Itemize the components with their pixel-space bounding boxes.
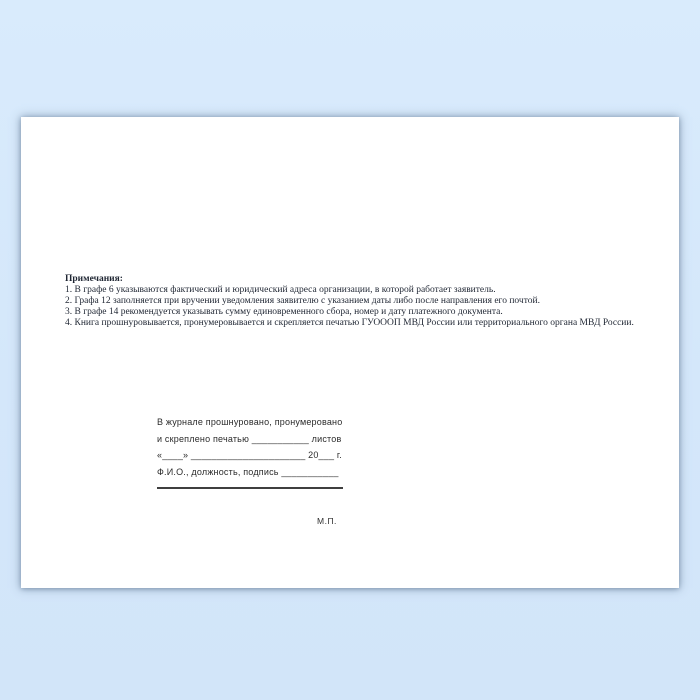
binding-line-1: В журнале прошнуровано, пронумеровано	[157, 417, 343, 427]
notes-section	[65, 274, 665, 329]
document-page	[21, 117, 679, 588]
note-item-4: 4. Книга прошнуровывается, пронумеровывается и скрепляется печатью ГУОООП МВД России или территориального органа МВД России.	[65, 318, 634, 328]
note-item-3: 3. В графе 14 рекомендуется указывать сумму единовременного сбора, номер и дату платежного документа.	[65, 307, 503, 317]
note-item-2: 2. Графа 12 заполняется при вручении уведомления заявителю с указанием даты либо после направления его почтой.	[65, 296, 540, 306]
notes-heading: Примечания:	[65, 274, 123, 284]
seal-placeholder: М.П.	[317, 516, 337, 526]
signature-rule	[157, 487, 343, 489]
note-item-1: 1. В графе 6 указываются фактический и юридический адреса организации, в которой работает заявитель.	[65, 285, 496, 295]
binding-certification-block	[157, 414, 343, 489]
binding-line-4: Ф.И.О., должность, подпись ___________	[157, 466, 339, 477]
binding-line-2: и скреплено печатью ___________ листов	[157, 433, 342, 444]
binding-line-3: «____» ______________________ 20___ г.	[157, 450, 342, 460]
